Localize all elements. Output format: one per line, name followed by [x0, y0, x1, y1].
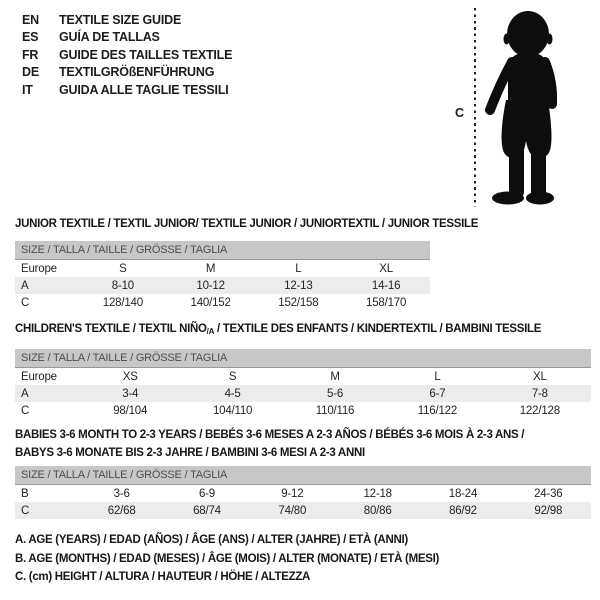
value-cell: 158/170 [366, 296, 407, 309]
size-cell: XS [122, 370, 138, 383]
value-cell: 98/104 [113, 404, 148, 417]
language-row [22, 11, 232, 29]
language-text: GUÍA DE TALLAS [59, 30, 160, 45]
table-header-babies: SIZE / TALLA / TAILLE / GRÖSSE / TAGLIA [15, 466, 591, 485]
section-title-babies [15, 426, 524, 462]
value-cell: 140/152 [190, 296, 231, 309]
table-row-age [15, 385, 591, 402]
language-text: GUIDE DES TAILLES TEXTILE [59, 47, 233, 62]
language-code: IT [22, 82, 33, 97]
value-cell: 12-18 [363, 487, 392, 500]
size-table-children [15, 349, 591, 419]
value-cell: 3-6 [113, 487, 130, 500]
size-cell: M [330, 370, 340, 383]
language-row [22, 29, 232, 47]
language-code: DE [22, 65, 39, 80]
value-cell: 5-6 [327, 387, 344, 400]
row-label: C [21, 404, 30, 417]
title-text: / TEXTILE DES ENFANTS / KINDERTEXTIL / BAMBINI TESSILE [214, 323, 542, 335]
title-subscript: /A [206, 327, 215, 336]
size-cell: M [205, 262, 216, 275]
size-table-junior [15, 241, 430, 311]
value-cell: 10-12 [196, 279, 225, 292]
value-cell: 18-24 [448, 487, 478, 500]
row-label: A [21, 387, 29, 400]
language-code: FR [22, 47, 39, 62]
height-label-c: C [455, 106, 465, 120]
value-cell: 62/68 [107, 504, 136, 517]
language-text: TEXTILGRÖßENFÜHRUNG [59, 65, 215, 80]
size-cell: XL [532, 370, 547, 383]
row-label: Europe [21, 262, 57, 275]
section-title-junior: JUNIOR TEXTILE / TEXTIL JUNIOR/ TEXTILE JUNIOR / JUNIORTEXTIL / JUNIOR TESSILE [15, 218, 479, 230]
language-row [22, 81, 232, 99]
value-cell: 110/116 [315, 404, 355, 417]
size-cell: L [434, 370, 441, 383]
value-cell: 6-9 [198, 487, 215, 500]
language-list [22, 11, 232, 99]
value-cell: 12-13 [284, 279, 313, 292]
size-cell: S [228, 370, 237, 383]
language-code: ES [22, 30, 39, 45]
value-cell: 9-12 [281, 487, 304, 500]
value-cell: 80/86 [363, 504, 392, 517]
value-cell: 86/92 [449, 504, 477, 517]
size-cell: S [119, 262, 127, 275]
value-cell: 24-36 [534, 487, 563, 500]
table-row-months [15, 485, 591, 502]
size-table-babies [15, 466, 591, 519]
height-dotted-line [474, 8, 476, 207]
value-cell: 122/128 [519, 404, 560, 417]
value-cell: 3-4 [122, 387, 139, 400]
title-text: CHILDREN'S TEXTILE / TEXTIL NIÑO [15, 323, 207, 335]
value-cell: 116/122 [417, 404, 458, 417]
size-cell: XL [379, 262, 393, 275]
table-row-sizes [15, 260, 430, 277]
footnote-c: C. (cm) HEIGHT / ALTURA / HAUTEUR / HÖHE / ALTEZZA [15, 571, 311, 584]
row-label: B [21, 487, 29, 500]
row-label: C [21, 296, 30, 309]
section-title-children [15, 320, 541, 341]
footnotes [15, 531, 439, 587]
value-cell: 152/158 [278, 296, 319, 309]
value-cell: 8-10 [111, 279, 134, 292]
baby-silhouette-icon [482, 8, 570, 206]
table-header-junior: SIZE / TALLA / TAILLE / GRÖSSE / TAGLIA [15, 241, 430, 260]
table-row-sizes [15, 368, 591, 385]
value-cell: 6-7 [429, 387, 446, 400]
table-row-height [15, 402, 591, 419]
language-row [22, 46, 232, 64]
size-cell: L [295, 262, 302, 275]
value-cell: 74/80 [278, 504, 307, 517]
title-line: BABIES 3-6 MONTH TO 2-3 YEARS / BEBÉS 3-6 MESES A 2-3 AÑOS / BÉBÉS 3-6 MOIS À 2-3 ANS / [15, 429, 525, 441]
table-row-height [15, 294, 430, 311]
language-row [22, 64, 232, 82]
value-cell: 128/140 [102, 296, 143, 309]
value-cell: 4-5 [224, 387, 241, 400]
footnote-b: B. AGE (MONTHS) / EDAD (MESES) / ÂGE (MOIS) / ALTER (MONATE) / ETÀ (MESI) [15, 552, 440, 565]
language-text: GUIDA ALLE TAGLIE TESSILI [59, 82, 229, 97]
row-label: Europe [21, 370, 57, 383]
row-label: A [21, 279, 29, 292]
footnote-a: A. AGE (YEARS) / EDAD (AÑOS) / ÂGE (ANS) / ALTER (JAHRE) / ETÀ (ANNI) [15, 534, 408, 546]
value-cell: 92/98 [534, 504, 563, 517]
title-line: BABYS 3-6 MONATE BIS 2-3 JAHRE / BAMBINI 3-6 MESI A 2-3 ANNI [15, 447, 365, 459]
table-header-children: SIZE / TALLA / TAILLE / GRÖSSE / TAGLIA [15, 349, 591, 368]
value-cell: 14-16 [371, 279, 401, 292]
language-text: TEXTILE SIZE GUIDE [59, 12, 182, 27]
row-label: C [21, 504, 30, 517]
table-row-age [15, 277, 430, 294]
value-cell: 7-8 [531, 387, 548, 400]
value-cell: 104/110 [212, 404, 253, 417]
table-row-height [15, 502, 591, 519]
value-cell: 68/74 [193, 504, 221, 517]
language-code: EN [22, 12, 39, 27]
